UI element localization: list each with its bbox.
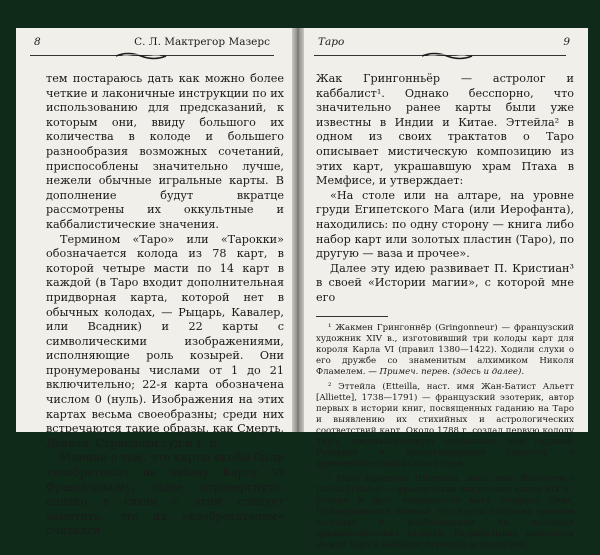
paragraph: тем постараюсь дать как можно более четкие и лаконичные инструкции по их использованию для предсказаний, к которым они, ввиду большого их количества в колоде и большего разнообразия возможных сочетаний, приспособлены значительно лучше, нежели обычные игральные карты. В дополнение будут вкратце рассмотрены их оккультные и каббалистические значения.: [46, 72, 284, 231]
quotation: «На столе или на алтаре, на уровне груди Египетского Мага (или Иерофанта), находились: по одну сторону — книга либо набор карт или золотых пластин (Таро), по другую — ваза и прочее».: [316, 188, 574, 261]
page-number: 9: [563, 36, 570, 48]
left-body-text: [46, 72, 284, 539]
right-body-text: [316, 72, 574, 555]
ornament-icon: [420, 50, 474, 61]
left-page: [16, 28, 292, 538]
running-head: С. Л. Мактрегор Мазерс: [134, 36, 270, 48]
paragraph: Термином «Таро» или «Тарокки» обозначается колода из 78 карт, в которой четыре масти по 14 карт в каждой (в Таро входит дополнительная придворная карта, которой нет в обычных колодах, — Рыцарь, Кавалер, или Всадник) и 22 карты с символическими изображениями, исполняющие роль козырей. Они пронумерованы числами от 1 до 21 включительно; 22-я карта обозначена числом 0 (нуль). Изображения на этих картах весьма своеобразны; среди них встречаются такие образы, как Смерть, Дьявол, Страшный суд и т. д.: [46, 232, 284, 450]
page-number: 8: [34, 36, 41, 48]
book-gutter: [292, 28, 304, 432]
footnote-separator: [316, 316, 388, 317]
footnote-note: — Примеч. перев. (здесь и далее).: [368, 366, 525, 377]
ornament-icon: [114, 50, 168, 61]
paragraph: Далее эту идею развивает П. Кристиан³ в своей «Истории магии», с которой мне его: [316, 261, 574, 304]
footnote: ³ Поль Кристиан (Christian, наст. имя Жан-Батист Питуа [Pitois]) — французский оккультист конца XIX в., ученик и друг знаменитого мага Элифаса Леви. Придерживался мнения, что карты Старших арканов восходят к изображениям на колоннах древнеегипетских галерей. Разрабатывал параллели между Таро и каббалистической астрологией.: [316, 473, 574, 550]
right-page: [304, 28, 588, 550]
footnote: [316, 323, 574, 378]
paragraph: Жак Грингонньёр — астролог и каббалист¹. Однако бесспорно, что значительно ранее карты были уже известны в Индии и Китае. Эттейла² в одном из своих трактатов о Таро описывает мистическую композицию из этих карт, украшавшую храм Птаха в Мемфисе, и утверждает:: [316, 72, 574, 188]
running-head: Таро: [318, 36, 345, 48]
footnote-text: ¹ Жакмен Грингоннёр (Gringonneur) — французский художник XIV в., изготовивший три колоды карт для короля Карла VI (правил 1380—1422). Ходили слухи о его дружбе со знаменитым алхимиком Николя Фламелем.: [316, 322, 574, 377]
paragraph: Мнение о том, что карты якобы были «изобретены» на забаву Карлу VI Французскому, ныне опровергнуто; однако в связи с этим следует заметить, что их «изобретателем» считался: [46, 451, 284, 538]
footnote: ² Эттейла (Etteilla, наст. имя Жан-Батист Альетт [Alliette], 1738—1791) — французский эзотерик, автор первых в истории книг, посвященных гаданию на Таро и выявлению их стихийных и астрологических соответствий карт. Около 1788 г. создал первую колоду Таро, предназначенную специально для гадания. Развивал и пропагандировал гипотезу о древнеегипетских истоках Таро.: [316, 381, 574, 469]
